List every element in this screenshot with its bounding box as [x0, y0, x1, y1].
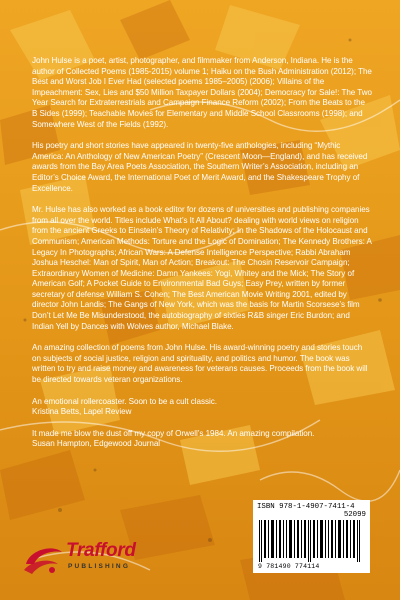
review-2 — [32, 429, 372, 450]
publisher-logo — [22, 540, 152, 580]
review-quote: An emotional rollercoaster. Soon to be a cult classic. — [32, 396, 217, 406]
barcode-bars — [259, 520, 365, 562]
back-cover-text — [32, 56, 372, 450]
price-code: 52099 — [343, 511, 366, 519]
bio-editor: Mr. Hulse has also worked as a book editor for dozens of universities and publishing companies from all over the world. Titles include What’s It All About? dealing with world views on religion from the ancient Greeks to Einstein’s Theory of Relativity; In the Shadows of the Holocaust and Communism; American Methods: Torture and the Logic of Domination; The Kennedy Brothers: A Legacy In Photographs; African Wars: A Defense Intelligence Perspective; Rabbi Abraham Joshua Heschel: Man of Spirit, Man of Action; Breakout: The Chosin Reservoir Campaign; Extraordinary Women of Medicine: Damn Yankees: Yogi, Whitey and the Mick; The Story of American Golf; A Pocket Guide to Environmental Bad Guys; Easy Prey, written by former secretary of defense William S. Cohen; The Best American Movie Writing 2001, edited by director John Landis; The Gangs of New York, which was the basis for Martin Scorsese’s film Don’t Let Me Be Misunderstood, the autobiography of sixties R&B singer Eric Burdon; and Indian Yell by Dances with Wolves author, Michael Blake. — [32, 205, 372, 331]
bio-intro: John Hulse is a poet, artist, photographer, and filmmaker from Anderson, Indiana. He is the author of Collected Poems (1985-2015) volume 1; Haiku on the Bush Administration (2012); The Best and Worst Job I Ever Had (selected poems 1985–2005) (2006); Villains of the Impeachment: Sex, Lies and $50 Million Taxpayer Dollars (2004); Democracy for Sale!: The Two Year Search for Extraterrestrials and Campaign Finance Reform (2002); From the Beats to the B Sides (1999); Teachable Movies for Elementary and Middle School Classrooms (1998); and Somewhere West of the Fields (1992). — [32, 56, 373, 129]
review-source: Kristina Betts, Lapel Review — [32, 407, 132, 417]
isbn-barcode — [253, 500, 370, 573]
review-1 — [32, 397, 372, 418]
book-description: An amazing collection of poems from John Hulse. His award-winning poetry and stories touch on subjects of social justice, religion and spirituality, and politics and humor. The book was written to try and raise money and awareness for veterans causes. Proceeds from the book will be directed towards veteran organizations. — [32, 343, 368, 385]
bio-anthologies: His poetry and short stories have appeared in twenty-five anthologies, including “Mythic America: An Anthology of New American Poetry” (Crescent Moon—England), and has received awards from the Bay Area Poets Association, the Southern Writer’s Association, including an Editor’s Choice Award, the International Poet of Merit Award, and the Shakespeare Trophy of Excellence. — [32, 141, 368, 193]
review-source: Susan Hampton, Edgewood Journal — [32, 439, 161, 449]
trafford-swirl-icon — [22, 542, 64, 578]
publisher-tagline: PUBLISHING — [68, 563, 131, 570]
publisher-name: Trafford — [66, 540, 136, 561]
isbn-digits: 9 781490 774114 — [258, 563, 320, 570]
review-quote: It made me blow the dust off my copy of Orwell’s 1984. An amazing compilation. — [32, 428, 315, 438]
isbn-label: ISBN 978-1-4907-7411-4 — [257, 503, 355, 511]
